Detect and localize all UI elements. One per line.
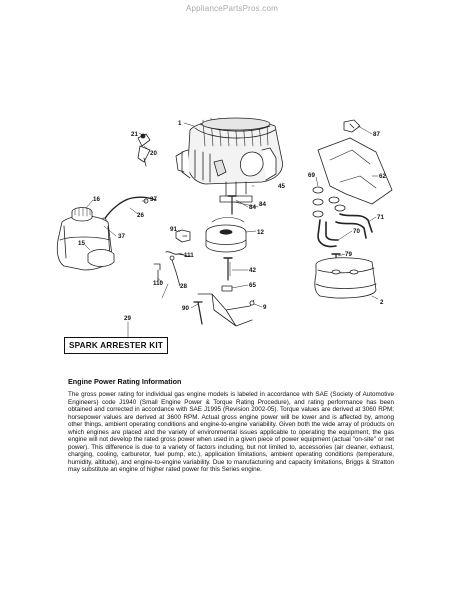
callout-28: 28 <box>180 283 187 290</box>
callout-29: 29 <box>124 315 131 322</box>
bracket-part-9[interactable] <box>198 294 254 326</box>
callout-12: 12 <box>257 229 264 236</box>
callout-84-right: 84 <box>259 201 266 208</box>
callout-20: 20 <box>150 150 157 157</box>
engine-power-rating-body: The gross power rating for individual gas engine models is labeled in accordance with SAE (Society of Automotive Engineers) code J1940 (Small Engine Power & Torque Rating Procedure), and rating performance has been obtained and corrected in accordance with SAE J1995 (Revision 2002-05). Torque values are derived at 3060 RPM; horsepower values are derived at 3600 RPM. Actual gross engine power will be lower and is affected by, among other things, ambient operating conditions and engine-to-engine variability. Given both the wide array of products on which engines are placed and the variety of environmental issues applicable to operating the equipment, the gas engine will not develop the rated gross power when used in a given piece of power equipment (actual "on-site" or net power). This difference is due to a variety of factors including, but not limited to, accessories (air cleaner, exhaust, charging, cooling, carburetor, fuel pump, etc.), application limitations, ambient operating conditions (temperature, humidity, altitude), and engine-to-engine variability. Due to manufacturing and capacity limitations, Briggs & Stratton may substitute an engine of higher rated power for this Series engine. <box>68 391 394 473</box>
watermark: AppliancePartsPros.com <box>186 4 278 13</box>
callout-45: 45 <box>278 183 285 190</box>
callout-90: 90 <box>182 305 189 312</box>
callout-62: 62 <box>379 173 386 180</box>
callout-15: 15 <box>78 240 85 247</box>
callout-111: 111 <box>184 252 194 259</box>
heat-shield-part-62[interactable] <box>318 138 392 204</box>
callout-65: 65 <box>249 282 256 289</box>
fuel-tank-part-15[interactable] <box>57 216 114 270</box>
callout-2: 2 <box>380 299 384 306</box>
engine-power-rating-title: Engine Power Rating Information <box>68 377 182 386</box>
callout-91: 91 <box>170 226 177 233</box>
callout-1: 1 <box>178 120 182 127</box>
spark-arrester-kit-label[interactable]: SPARK ARRESTER KIT <box>64 337 168 354</box>
bolt-part-42[interactable] <box>224 258 232 280</box>
callout-71: 71 <box>377 214 384 221</box>
callout-70: 70 <box>353 228 360 235</box>
exhaust-pipe-part-70[interactable] <box>318 220 338 247</box>
spacer-part-65[interactable] <box>222 286 232 291</box>
callout-37-bottom: 37 <box>118 233 125 240</box>
callout-79: 79 <box>345 251 352 258</box>
bolt-part-91[interactable] <box>176 230 190 242</box>
engine-part-1[interactable] <box>176 118 283 202</box>
callout-37-top: 37 <box>150 196 157 203</box>
callout-87: 87 <box>373 131 380 138</box>
callout-69: 69 <box>308 172 315 179</box>
nut-part-87[interactable] <box>344 120 360 132</box>
callout-21: 21 <box>131 131 138 138</box>
fuel-cap-part-16[interactable] <box>72 208 92 222</box>
pulley-part-12[interactable] <box>206 218 246 253</box>
callout-42: 42 <box>249 267 256 274</box>
throttle-control-part-20[interactable] <box>138 134 150 166</box>
callout-84-left: 84 <box>249 204 256 211</box>
callout-9: 9 <box>263 304 267 311</box>
callout-16: 16 <box>93 196 100 203</box>
muffler-part-2[interactable] <box>315 258 376 298</box>
bolt-part-90[interactable] <box>194 302 202 324</box>
callout-26: 26 <box>137 212 144 219</box>
callout-110: 110 <box>153 280 163 287</box>
idler-rod-part-28[interactable] <box>170 256 180 286</box>
